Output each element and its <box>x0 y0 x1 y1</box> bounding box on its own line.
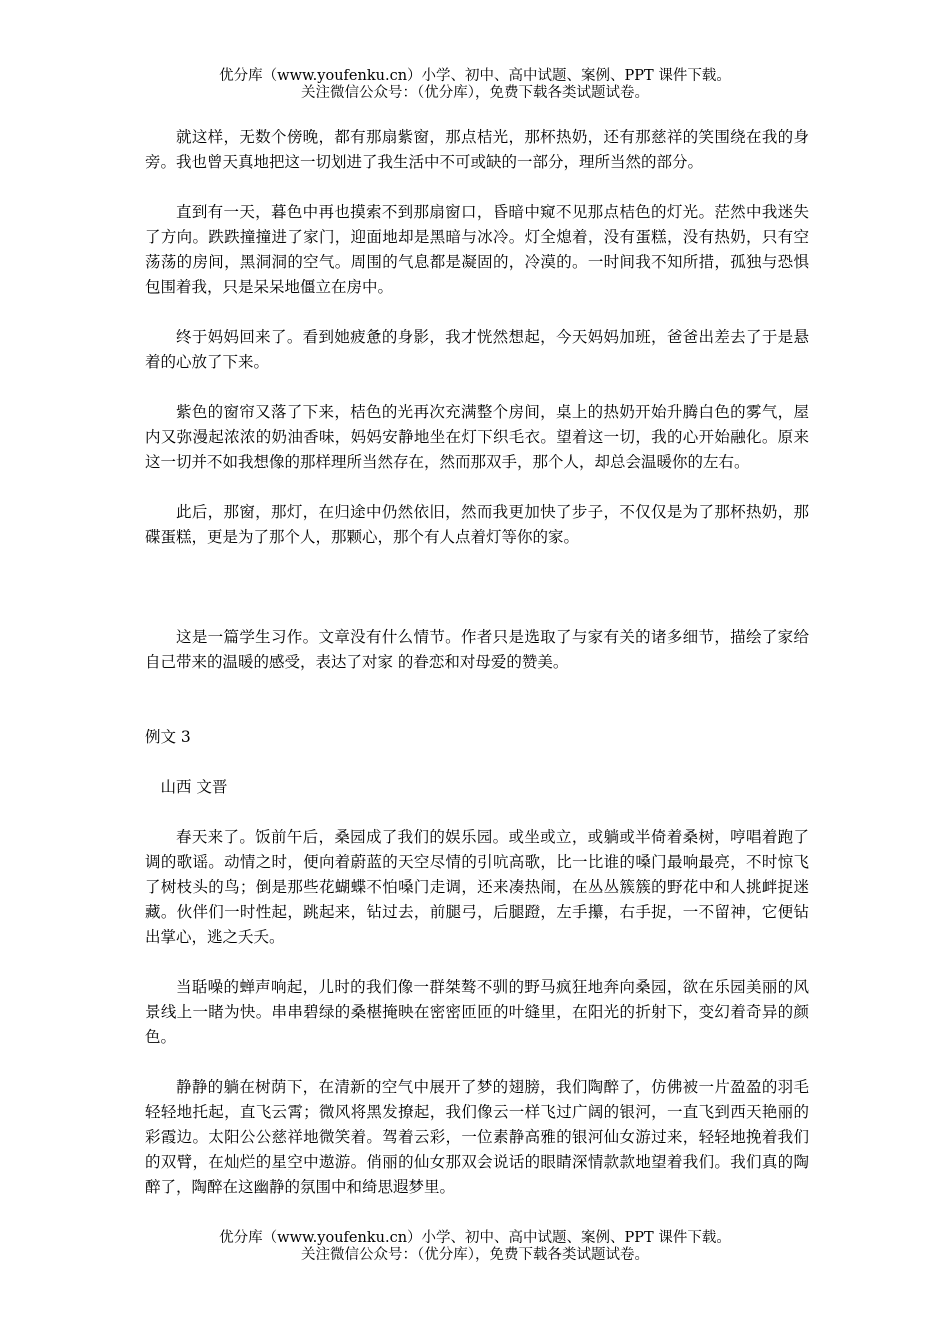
paragraph-1: 就这样，无数个傍晚，都有那扇紫窗，那点桔光，那杯热奶，还有那慈祥的笑围绕在我的身旁。我也曾天真地把这一切划进了我生活中不可或缺的一部分，理所当然的部分。 <box>145 128 809 171</box>
example-title: 例文 3 <box>145 728 191 746</box>
footer-line-1: 优分库（www.youfenku.cn）小学、初中、高中试题、案例、PPT 课件下载。 <box>219 1230 731 1246</box>
paragraph-3: 终于妈妈回来了。看到她疲惫的身影，我才恍然想起，今天妈妈加班，爸爸出差去了于是悬着的心放了下来。 <box>145 328 809 371</box>
example-paragraph-3: 静静的躺在树荫下，在清新的空气中展开了梦的翅膀，我们陶醉了，仿佛被一片盈盈的羽毛轻轻地托起，直飞云霄；微风将黑发撩起，我们像云一样飞过广阔的银河，一直飞到西天艳丽的彩霞边。太阳公公慈祥地微笑着。驾着云彩，一位素静高雅的银河仙女游过来，轻轻地挽着我们的双臂，在灿烂的星空中遨游。俏丽的仙女那双会说话的眼睛深情款款地望着我们。我们真的陶醉了，陶醉在这幽静的氛围中和绮思遐梦里。 <box>145 1078 809 1196</box>
example-paragraph-2: 当聒噪的蝉声响起，儿时的我们像一群桀骜不驯的野马疯狂地奔向桑园，欲在乐园美丽的风景线上一睹为快。串串碧绿的桑椹掩映在密密匝匝的叶缝里，在阳光的折射下，变幻着奇异的颜色。 <box>145 978 809 1046</box>
header-line-2: 关注微信公众号：（优分库），免费下载各类试题试卷。 <box>301 85 649 101</box>
document-body <box>145 125 809 1200</box>
example-author: 山西 文晋 <box>160 778 228 796</box>
paragraph-4: 紫色的窗帘又落了下来，桔色的光再次充满整个房间，桌上的热奶开始升腾白色的雾气，屋内又弥漫起浓浓的奶油香味，妈妈安静地坐在灯下织毛衣。望着这一切，我的心开始融化。原来这一切并不如我想像的那样理所当然存在，然而那双手，那个人，却总会温暖你的左右。 <box>145 403 809 471</box>
comment-paragraph: 这是一篇学生习作。文章没有什么情节。作者只是选取了与家有关的诸多细节，描绘了家给自己带来的温暖的感受，表达了对家 的眷恋和对母爱的赞美。 <box>145 628 809 671</box>
paragraph-5: 此后，那窗，那灯，在归途中仍然依旧，然而我更加快了步子，不仅仅是为了那杯热奶，那碟蛋糕，更是为了那个人，那颗心，那个有人点着灯等你的家。 <box>145 503 809 546</box>
header-line-1: 优分库（www.youfenku.cn）小学、初中、高中试题、案例、PPT 课件下载。 <box>219 68 731 84</box>
page-header <box>0 68 950 102</box>
page-footer <box>0 1230 950 1264</box>
paragraph-2: 直到有一天，暮色中再也摸索不到那扇窗口，昏暗中窥不见那点桔色的灯光。茫然中我迷失了方向。跌跌撞撞进了家门，迎面地却是黑暗与冰冷。灯全熄着，没有蛋糕，没有热奶，只有空荡荡的房间，黑洞洞的空气。周围的气息都是凝固的，冷漠的。一时间我不知所措，孤独与恐惧包围着我，只是呆呆地僵立在房中。 <box>145 203 809 296</box>
example-paragraph-1: 春天来了。饭前午后，桑园成了我们的娱乐园。或坐或立，或躺或半倚着桑树，哼唱着跑了调的歌谣。动情之时，便向着蔚蓝的天空尽情的引吭高歌，比一比谁的嗓门最响最亮，不时惊飞了树枝头的鸟；倒是那些花蝴蝶不怕嗓门走调，还来凑热闹，在丛丛簇簇的野花中和人挑衅捉迷藏。伙伴们一时性起，跳起来，钻过去，前腿弓，后腿蹬，左手攥，右手捉，一不留神，它便钻出掌心，逃之夭夭。 <box>145 828 809 946</box>
footer-line-2: 关注微信公众号：（优分库），免费下载各类试题试卷。 <box>301 1247 649 1263</box>
